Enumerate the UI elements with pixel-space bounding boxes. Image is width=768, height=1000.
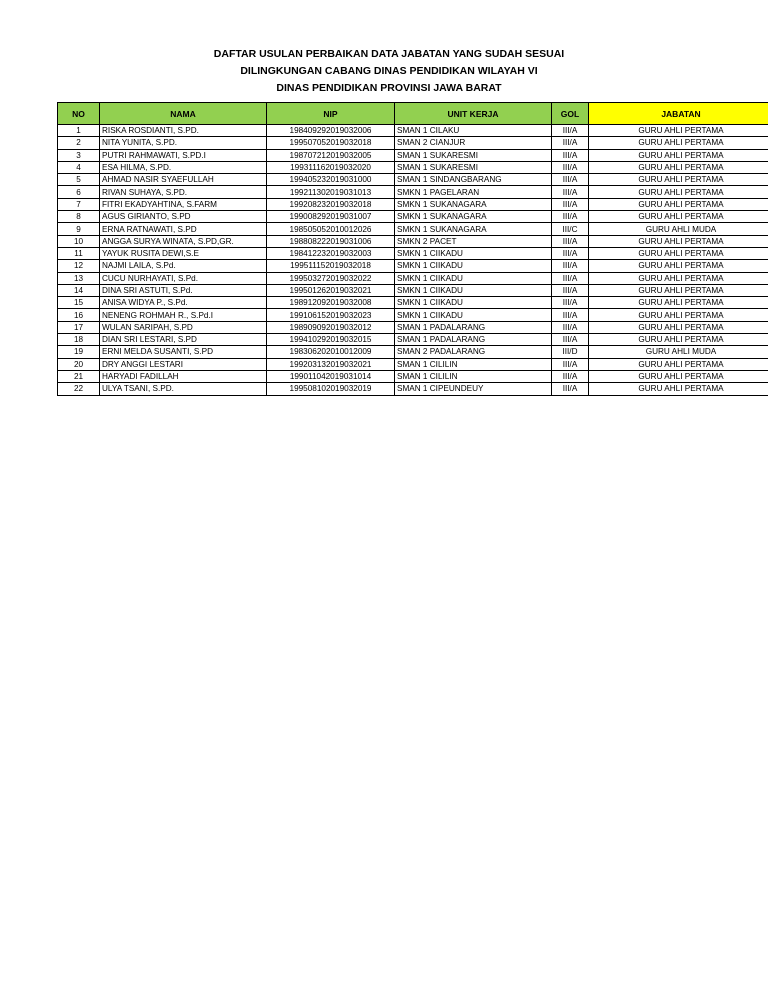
cell-nip: 199008292019031007 xyxy=(267,211,395,223)
cell-no: 6 xyxy=(58,186,100,198)
header-gol: GOL xyxy=(552,103,589,125)
table-row xyxy=(58,272,768,284)
cell-gol: III/A xyxy=(552,198,589,210)
cell-nama: DRY ANGGI LESTARI xyxy=(100,358,267,370)
header-no: NO xyxy=(58,103,100,125)
table-row xyxy=(58,346,768,358)
cell-gol: III/A xyxy=(552,358,589,370)
cell-no: 17 xyxy=(58,321,100,333)
cell-jabatan: GURU AHLI PERTAMA xyxy=(589,174,768,186)
cell-gol: III/A xyxy=(552,272,589,284)
header-nip: NIP xyxy=(267,103,395,125)
cell-nama: DIAN SRI LESTARI, S.PD xyxy=(100,334,267,346)
cell-jabatan: GURU AHLI PERTAMA xyxy=(589,198,768,210)
table-row xyxy=(58,137,768,149)
cell-gol: III/A xyxy=(552,284,589,296)
table-header-row xyxy=(58,103,768,125)
cell-nama: DINA SRI ASTUTI, S.Pd. xyxy=(100,284,267,296)
cell-nama: ERNA RATNAWATI, S.PD xyxy=(100,223,267,235)
cell-nip: 198412232019032003 xyxy=(267,247,395,259)
cell-unit: SMKN 1 CIIKADU xyxy=(395,260,552,272)
cell-no: 7 xyxy=(58,198,100,210)
cell-gol: III/A xyxy=(552,247,589,259)
cell-no: 20 xyxy=(58,358,100,370)
cell-gol: III/D xyxy=(552,346,589,358)
cell-jabatan: GURU AHLI PERTAMA xyxy=(589,260,768,272)
cell-unit: SMKN 1 CIIKADU xyxy=(395,247,552,259)
cell-no: 8 xyxy=(58,211,100,223)
cell-unit: SMKN 1 PAGELARAN xyxy=(395,186,552,198)
cell-nama: RISKA ROSDIANTI, S.PD. xyxy=(100,125,267,137)
table-row xyxy=(58,321,768,333)
cell-nip: 198505052010012026 xyxy=(267,223,395,235)
cell-gol: III/C xyxy=(552,223,589,235)
table-row xyxy=(58,223,768,235)
cell-nama: ESA HILMA, S.PD. xyxy=(100,161,267,173)
cell-no: 13 xyxy=(58,272,100,284)
cell-nip: 198808222019031006 xyxy=(267,235,395,247)
cell-jabatan: GURU AHLI PERTAMA xyxy=(589,370,768,382)
cell-nip: 199507052019032018 xyxy=(267,137,395,149)
cell-unit: SMAN 1 CILILIN xyxy=(395,370,552,382)
cell-gol: III/A xyxy=(552,125,589,137)
table-row xyxy=(58,247,768,259)
cell-unit: SMAN 2 CIANJUR xyxy=(395,137,552,149)
table-row xyxy=(58,358,768,370)
cell-no: 15 xyxy=(58,297,100,309)
cell-nama: AHMAD NASIR SYAEFULLAH xyxy=(100,174,267,186)
cell-nama: PUTRI RAHMAWATI, S.PD.I xyxy=(100,149,267,161)
cell-nip: 198909092019032012 xyxy=(267,321,395,333)
cell-unit: SMKN 1 CIIKADU xyxy=(395,297,552,309)
cell-nama: AGUS GIRIANTO, S.PD xyxy=(100,211,267,223)
cell-nama: NAJMI LAILA, S.Pd. xyxy=(100,260,267,272)
cell-nama: CUCU NURHAYATI, S.Pd. xyxy=(100,272,267,284)
cell-jabatan: GURU AHLI PERTAMA xyxy=(589,284,768,296)
table-row xyxy=(58,370,768,382)
header-nama: NAMA xyxy=(100,103,267,125)
cell-gol: III/A xyxy=(552,309,589,321)
cell-gol: III/A xyxy=(552,383,589,395)
employee-table xyxy=(57,102,768,396)
cell-no: 4 xyxy=(58,161,100,173)
cell-nama: ERNI MELDA SUSANTI, S.PD xyxy=(100,346,267,358)
cell-jabatan: GURU AHLI PERTAMA xyxy=(589,235,768,247)
table-body xyxy=(58,125,768,396)
cell-unit: SMKN 1 SUKANAGARA xyxy=(395,211,552,223)
cell-jabatan: GURU AHLI PERTAMA xyxy=(589,149,768,161)
cell-nip: 199311162019032020 xyxy=(267,161,395,173)
cell-unit: SMAN 1 SINDANGBARANG xyxy=(395,174,552,186)
cell-nip: 199405232019031000 xyxy=(267,174,395,186)
cell-no: 14 xyxy=(58,284,100,296)
cell-unit: SMAN 1 SUKARESMI xyxy=(395,149,552,161)
table-row xyxy=(58,149,768,161)
cell-nama: NITA YUNITA, S.PD. xyxy=(100,137,267,149)
table-row xyxy=(58,125,768,137)
cell-unit: SMAN 1 CILILIN xyxy=(395,358,552,370)
table-row xyxy=(58,260,768,272)
cell-nip: 199208232019032018 xyxy=(267,198,395,210)
cell-unit: SMKN 1 CIIKADU xyxy=(395,284,552,296)
table-row xyxy=(58,334,768,346)
cell-gol: III/A xyxy=(552,186,589,198)
cell-unit: SMKN 1 CIIKADU xyxy=(395,309,552,321)
cell-unit: SMAN 1 CIPEUNDEUY xyxy=(395,383,552,395)
cell-no: 12 xyxy=(58,260,100,272)
cell-jabatan: GURU AHLI PERTAMA xyxy=(589,309,768,321)
table-row xyxy=(58,198,768,210)
title-line-2: DILINGKUNGAN CABANG DINAS PENDIDIKAN WILAYAH VI xyxy=(240,65,538,77)
table-row xyxy=(58,211,768,223)
cell-nip: 199501262019032021 xyxy=(267,284,395,296)
cell-nama: WULAN SARIPAH, S.PD xyxy=(100,321,267,333)
cell-unit: SMAN 1 PADALARANG xyxy=(395,321,552,333)
cell-gol: III/A xyxy=(552,297,589,309)
cell-gol: III/A xyxy=(552,370,589,382)
cell-nip: 198306202010012009 xyxy=(267,346,395,358)
cell-no: 11 xyxy=(58,247,100,259)
cell-nip: 199410292019032015 xyxy=(267,334,395,346)
cell-nip: 199211302019031013 xyxy=(267,186,395,198)
cell-gol: III/A xyxy=(552,149,589,161)
header-unit-kerja: UNIT KERJA xyxy=(395,103,552,125)
cell-nama: NENENG ROHMAH R., S.Pd.I xyxy=(100,309,267,321)
cell-nip: 198409292019032006 xyxy=(267,125,395,137)
cell-nip: 199011042019031014 xyxy=(267,370,395,382)
table-row xyxy=(58,383,768,395)
cell-jabatan: GURU AHLI PERTAMA xyxy=(589,321,768,333)
cell-unit: SMKN 1 SUKANAGARA xyxy=(395,198,552,210)
cell-jabatan: GURU AHLI PERTAMA xyxy=(589,211,768,223)
cell-unit: SMAN 1 CILAKU xyxy=(395,125,552,137)
cell-jabatan: GURU AHLI MUDA xyxy=(589,223,768,235)
cell-nama: ANISA WIDYA P., S.Pd. xyxy=(100,297,267,309)
cell-nip: 199203132019032021 xyxy=(267,358,395,370)
table-row xyxy=(58,309,768,321)
cell-no: 5 xyxy=(58,174,100,186)
cell-unit: SMKN 2 PACET xyxy=(395,235,552,247)
cell-no: 18 xyxy=(58,334,100,346)
cell-no: 9 xyxy=(58,223,100,235)
cell-gol: III/A xyxy=(552,174,589,186)
header-jabatan: JABATAN xyxy=(589,103,768,125)
cell-nama: ULYA TSANI, S.PD. xyxy=(100,383,267,395)
cell-nama: ANGGA SURYA WINATA, S.PD,GR. xyxy=(100,235,267,247)
cell-jabatan: GURU AHLI PERTAMA xyxy=(589,358,768,370)
cell-no: 3 xyxy=(58,149,100,161)
table-row xyxy=(58,297,768,309)
cell-jabatan: GURU AHLI PERTAMA xyxy=(589,161,768,173)
cell-jabatan: GURU AHLI PERTAMA xyxy=(589,272,768,284)
cell-nama: YAYUK RUSITA DEWI,S.E xyxy=(100,247,267,259)
table-row xyxy=(58,161,768,173)
cell-unit: SMAN 1 PADALARANG xyxy=(395,334,552,346)
cell-jabatan: GURU AHLI PERTAMA xyxy=(589,334,768,346)
cell-jabatan: GURU AHLI PERTAMA xyxy=(589,186,768,198)
cell-jabatan: GURU AHLI PERTAMA xyxy=(589,247,768,259)
table-row xyxy=(58,186,768,198)
cell-nama: RIVAN SUHAYA, S.PD. xyxy=(100,186,267,198)
cell-jabatan: GURU AHLI PERTAMA xyxy=(589,137,768,149)
cell-no: 22 xyxy=(58,383,100,395)
title-line-1: DAFTAR USULAN PERBAIKAN DATA JABATAN YANG SUDAH SESUAI xyxy=(213,48,565,60)
cell-no: 16 xyxy=(58,309,100,321)
cell-nip: 199106152019032023 xyxy=(267,309,395,321)
cell-nama: FITRI EKADYAHTINA, S.FARM xyxy=(100,198,267,210)
cell-gol: III/A xyxy=(552,161,589,173)
cell-gol: III/A xyxy=(552,334,589,346)
cell-unit: SMKN 1 SUKANAGARA xyxy=(395,223,552,235)
cell-gol: III/A xyxy=(552,211,589,223)
cell-nip: 198912092019032008 xyxy=(267,297,395,309)
cell-jabatan: GURU AHLI PERTAMA xyxy=(589,297,768,309)
cell-jabatan: GURU AHLI MUDA xyxy=(589,346,768,358)
table-row xyxy=(58,174,768,186)
cell-jabatan: GURU AHLI PERTAMA xyxy=(589,125,768,137)
cell-no: 1 xyxy=(58,125,100,137)
cell-unit: SMAN 1 SUKARESMI xyxy=(395,161,552,173)
cell-nama: HARYADI FADILLAH xyxy=(100,370,267,382)
title-line-3: DINAS PENDIDIKAN PROVINSI JAWA BARAT xyxy=(276,82,502,94)
cell-unit: SMKN 1 CIIKADU xyxy=(395,272,552,284)
cell-nip: 198707212019032005 xyxy=(267,149,395,161)
cell-nip: 199511152019032018 xyxy=(267,260,395,272)
cell-unit: SMAN 2 PADALARANG xyxy=(395,346,552,358)
cell-gol: III/A xyxy=(552,321,589,333)
cell-gol: III/A xyxy=(552,235,589,247)
cell-no: 10 xyxy=(58,235,100,247)
table-row xyxy=(58,235,768,247)
cell-gol: III/A xyxy=(552,137,589,149)
cell-jabatan: GURU AHLI PERTAMA xyxy=(589,383,768,395)
cell-nip: 199503272019032022 xyxy=(267,272,395,284)
cell-no: 2 xyxy=(58,137,100,149)
cell-no: 21 xyxy=(58,370,100,382)
cell-nip: 199508102019032019 xyxy=(267,383,395,395)
cell-gol: III/A xyxy=(552,260,589,272)
cell-no: 19 xyxy=(58,346,100,358)
document-title xyxy=(0,46,768,97)
table-row xyxy=(58,284,768,296)
